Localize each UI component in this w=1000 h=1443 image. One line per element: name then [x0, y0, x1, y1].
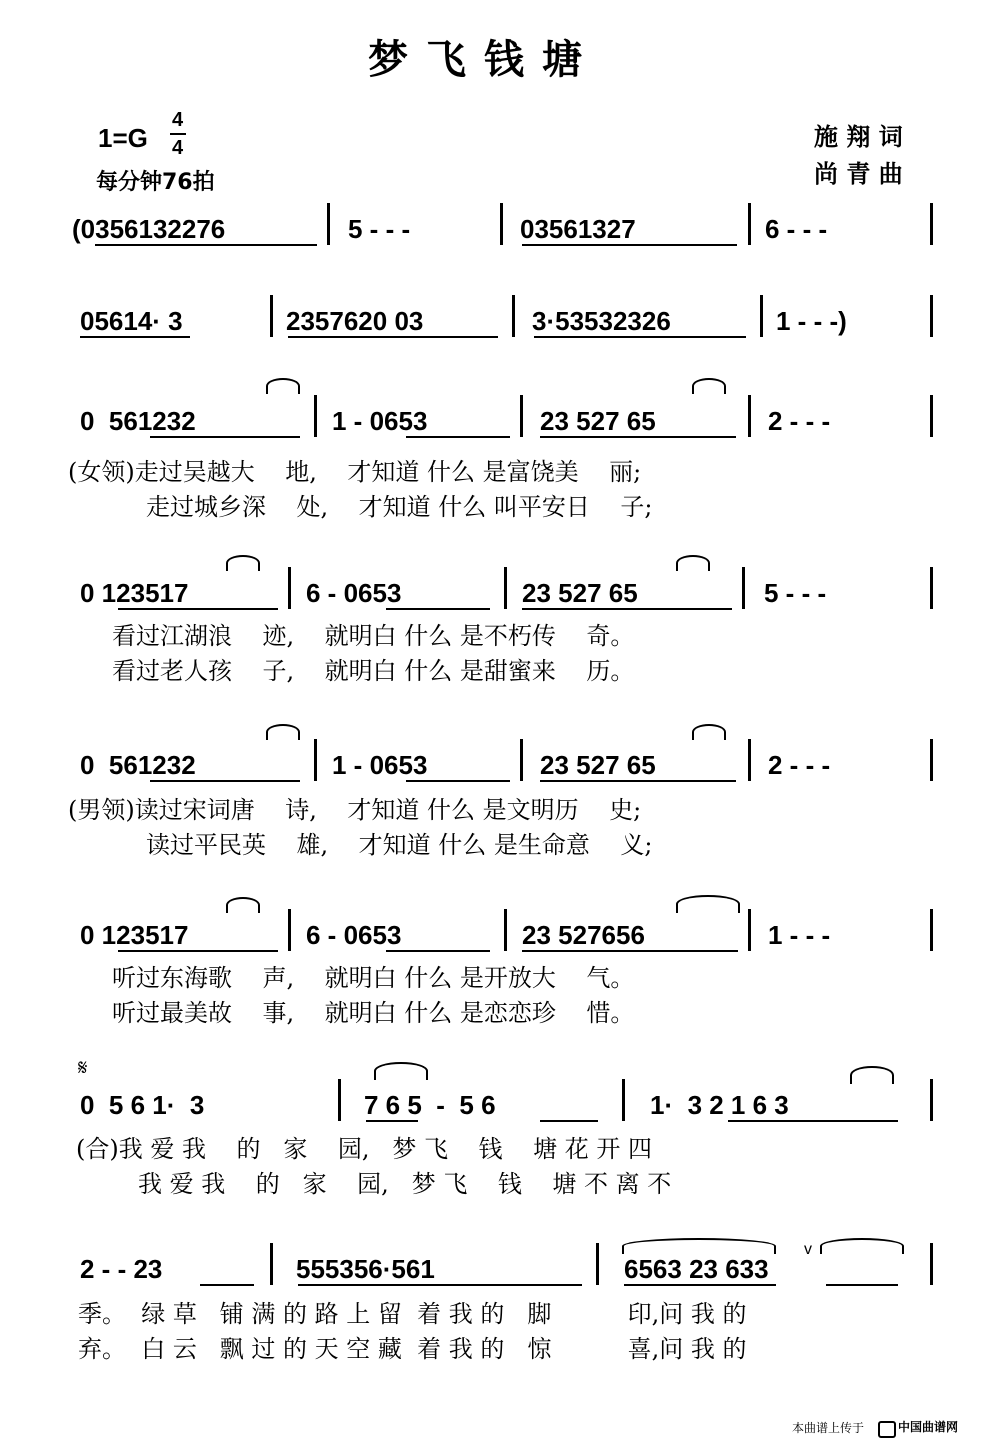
lyric-line: 读过平民英 雄, 才知道 什么 是生命意 义; [146, 831, 653, 859]
segno-sign: 𝄋 [78, 1056, 88, 1081]
barline [930, 1079, 933, 1121]
site-logo-icon [878, 1421, 896, 1438]
measure-notes: 3·53532326 [532, 306, 671, 336]
beam-line [406, 436, 510, 438]
measure-notes: 1 - - - [768, 920, 831, 950]
barline [748, 203, 751, 245]
measure-notes: 03561327 [520, 214, 636, 244]
measure-notes: 7 6 5 - 5 6 [364, 1090, 496, 1120]
barline [622, 1079, 625, 1121]
lyric-line: 我 爱 我 的 家 园, 梦 飞 钱 塘 不 离 不 [138, 1170, 672, 1198]
beam-line [366, 1120, 418, 1122]
time-signature-top: 4 [172, 109, 184, 131]
measure-notes: 5 - - - [764, 578, 827, 608]
lyric-line: 听过最美故 事, 就明白 什么 是恋恋珍 惜。 [112, 999, 635, 1027]
tie-slur [692, 724, 726, 740]
barline [338, 1079, 341, 1121]
beam-line [826, 1284, 898, 1286]
measure-notes: 1 - 0653 [332, 750, 428, 780]
barline [504, 909, 507, 951]
composer-credit: 尚 青 曲 [814, 159, 903, 188]
measure-notes: 0 123517 [80, 920, 189, 950]
beam-line [522, 244, 737, 246]
footer-site: 中国曲谱网 [898, 1420, 959, 1434]
tie-slur [266, 378, 300, 394]
time-signature-bottom: 4 [172, 137, 184, 159]
tie-slur [676, 895, 740, 913]
footer-note: 本曲谱上传于 [792, 1421, 865, 1435]
tie-slur [226, 897, 260, 913]
barline [930, 203, 933, 245]
measure-notes: 0 123517 [80, 578, 189, 608]
tie-slur [374, 1062, 428, 1080]
beam-line [118, 950, 278, 952]
barline [930, 909, 933, 951]
beam-line [80, 336, 190, 338]
beam-line [288, 336, 498, 338]
tie-slur [820, 1238, 904, 1254]
barline [930, 295, 933, 337]
song-title: 梦飞钱塘 [368, 36, 600, 83]
beam-line [534, 336, 746, 338]
beam-line [540, 436, 736, 438]
barline [930, 567, 933, 609]
beam-line [522, 950, 738, 952]
lyric-line: (合)我 爱 我 的 家 园, 梦 飞 钱 塘 花 开 四 [76, 1135, 652, 1163]
measure-notes: 1 - - -) [776, 306, 847, 336]
measure-notes: 2 - - - [768, 750, 831, 780]
barline [748, 395, 751, 437]
barline [314, 739, 317, 781]
barline [748, 739, 751, 781]
beam-line [624, 1284, 776, 1286]
beam-line [728, 1120, 898, 1122]
tie-slur [622, 1238, 776, 1254]
measure-notes: (0356132276 [72, 214, 226, 244]
barline [748, 909, 751, 951]
key-signature: 1=G [98, 123, 148, 153]
lyric-line: 弃。 白 云 飘 过 的 天 空 藏 着 我 的 惊 喜,问 我 的 [78, 1335, 747, 1363]
barline [270, 295, 273, 337]
barline [512, 295, 515, 337]
lyric-line: 看过江湖浪 迹, 就明白 什么 是不朽传 奇。 [112, 622, 635, 650]
measure-notes: 6 - 0653 [306, 578, 402, 608]
barline [930, 395, 933, 437]
beam-line [118, 608, 278, 610]
measure-notes: 5 - - - [348, 214, 411, 244]
tie-slur [850, 1066, 894, 1084]
measure-notes: 23 527 65 [522, 578, 638, 608]
barline [742, 567, 745, 609]
measure-notes: 0 561232 [80, 750, 196, 780]
measure-notes: 23 527656 [522, 920, 645, 950]
lyric-line: 走过城乡深 处, 才知道 什么 叫平安日 子; [146, 493, 653, 521]
lyric-line: (女领)走过吴越大 地, 才知道 什么 是富饶美 丽; [68, 458, 642, 486]
barline [288, 909, 291, 951]
measure-notes: 23 527 65 [540, 406, 656, 436]
beam-line [150, 436, 300, 438]
measure-notes: 6 - - - [765, 214, 828, 244]
tie-slur [266, 724, 300, 740]
barline [314, 395, 317, 437]
tie-slur [692, 378, 726, 394]
barline [327, 203, 330, 245]
measure-notes: 05614· 3 [80, 306, 183, 336]
tempo-marking: 每分钟76拍 [96, 170, 215, 195]
beam-line [386, 608, 490, 610]
beam-line [200, 1284, 254, 1286]
measure-notes: 2 - - - [768, 406, 831, 436]
beam-line [95, 244, 317, 246]
beam-line [386, 950, 490, 952]
measure-notes: 1 - 0653 [332, 406, 428, 436]
lyric-line: 看过老人孩 子, 就明白 什么 是甜蜜来 历。 [112, 657, 635, 685]
measure-notes: 1· 3 2 1 6 3 [650, 1090, 789, 1120]
barline [500, 203, 503, 245]
time-signature-line [170, 133, 186, 135]
barline [520, 395, 523, 437]
lyric-line: 季。 绿 草 铺 满 的 路 上 留 着 我 的 脚 印,问 我 的 [78, 1300, 747, 1328]
lyric-line: (男领)读过宋词唐 诗, 才知道 什么 是文明历 史; [68, 796, 642, 824]
barline [930, 739, 933, 781]
tie-slur [226, 555, 260, 571]
barline [270, 1243, 273, 1285]
measure-notes: 0 5 6 1· 3 [80, 1090, 205, 1120]
measure-notes: 6 - 0653 [306, 920, 402, 950]
barline [520, 739, 523, 781]
beam-line [522, 608, 732, 610]
measure-notes: 2 - - 23 [80, 1254, 163, 1284]
beam-line [540, 780, 736, 782]
barline [288, 567, 291, 609]
beam-line [406, 780, 510, 782]
beam-line [298, 1284, 582, 1286]
barline [760, 295, 763, 337]
beam-line [540, 1120, 598, 1122]
lyricist-credit: 施 翔 词 [814, 122, 903, 151]
measure-notes: 555356·561 [296, 1254, 435, 1284]
measure-notes: 2357620 03 [286, 306, 424, 336]
lyric-line: 听过东海歌 声, 就明白 什么 是开放大 气。 [112, 964, 635, 992]
barline [596, 1243, 599, 1285]
breath-mark: v [804, 1241, 812, 1258]
measure-notes: 0 561232 [80, 406, 196, 436]
barline [504, 567, 507, 609]
barline [930, 1243, 933, 1285]
beam-line [150, 780, 300, 782]
tie-slur [676, 555, 710, 571]
measure-notes: 6563 23 633 [624, 1254, 769, 1284]
measure-notes: 23 527 65 [540, 750, 656, 780]
